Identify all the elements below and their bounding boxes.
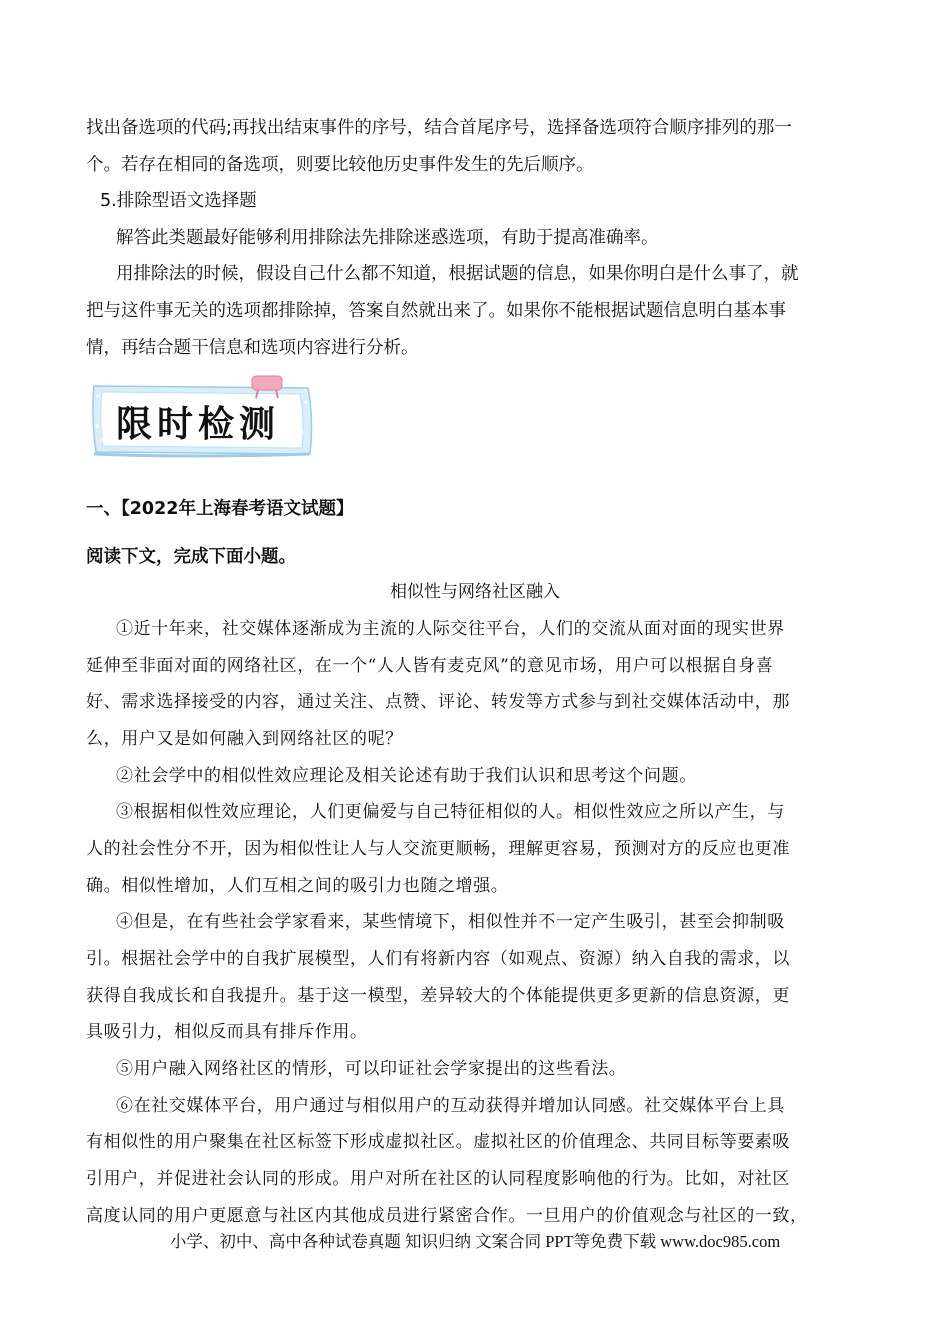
article-p6-line-2: 有相似性的用户聚集在社区标签下形成虚拟社区。虚拟社区的价值理念、共同目标等要素吸 — [86, 1132, 790, 1152]
article-p4-line-4: 具吸引力，相似反而具有排斥作用。 — [86, 1022, 368, 1042]
article-p6-line-4: 高度认同的用户更愿意与社区内其他成员进行紧密合作。一旦用户的价值观念与社区的一致， — [86, 1206, 808, 1226]
article-p4-line-1: ④但是，在有些社会学家看来，某些情境下，相似性并不一定产生吸引，甚至会抑制吸 — [116, 912, 785, 932]
article-p2-line-1: ②社会学中的相似性效应理论及相关论述有助于我们认识和思考这个问题。 — [116, 766, 697, 786]
article-p1-line-4: 么，用户又是如何融入到网络社区的呢？ — [86, 729, 403, 749]
question-heading: 一、【2022年上海春考语文试题】 — [86, 499, 354, 519]
article-p4-line-3: 获得自我成长和自我提升。基于这一模型，差异较大的个体能提供更多更新的信息资源，更 — [86, 986, 790, 1006]
reading-instruction: 阅读下文，完成下面小题。 — [86, 547, 296, 567]
intro-line-2: 个。若存在相同的备选项，则要比较他历史事件发生的先后顺序。 — [86, 155, 594, 175]
timed-test-label: 限时检测 — [116, 404, 281, 445]
page-footer: 小学、初中、高中各种试卷真题 知识归纳 文案合同 PPT等免费下载 www.doc985.com — [169, 1232, 781, 1251]
article-p3-line-3: 确。相似性增加，人们互相之间的吸引力也随之增强。 — [86, 876, 509, 896]
article-p4-line-2: 引。根据社会学中的自我扩展模型，人们有将新内容（如观点、资源）纳入自我的需求，以 — [86, 949, 790, 969]
intro-paragraph-2-line-1: 用排除法的时候，假设自己什么都不知道，根据试题的信息，如果你明白是什么事了，就 — [116, 264, 799, 284]
article-title: 相似性与网络社区融入 — [390, 582, 560, 602]
intro-line-1: 找出备选项的代码;再找出结束事件的序号，结合首尾序号，选择备选项符合顺序排列的那一 — [86, 118, 792, 138]
article-p6-line-1: ⑥在社交媒体平台，用户通过与相似用户的互动获得并增加认同感。社交媒体平台上具 — [116, 1096, 785, 1116]
intro-paragraph-2-line-2: 把与这件事无关的选项都排除掉，答案自然就出来了。如果你不能根据试题信息明白基本事 — [86, 301, 786, 321]
article-p1-line-2: 延伸至非面对面的网络社区，在一个“人人皆有麦克风”的意见市场，用户可以根据自身喜 — [86, 656, 774, 676]
article-p6-line-3: 引用户，并促进社会认同的形成。用户对所在社区的认同程度影响他的行为。比如，对社区 — [86, 1169, 790, 1189]
intro-paragraph-2-line-3: 情，再结合题干信息和选项内容进行分析。 — [86, 338, 419, 358]
intro-paragraph-1: 解答此类题最好能够利用排除法先排除迷惑选项，有助于提高准确率。 — [116, 228, 659, 248]
article-p1-line-3: 好、需求选择接受的内容，通过关注、点赞、评论、转发等方式参与到社交媒体活动中，那 — [86, 692, 790, 712]
article-p3-line-1: ③根据相似性效应理论，人们更偏爱与自己特征相似的人。相似性效应之所以产生，与 — [116, 802, 785, 822]
article-p3-line-2: 人的社会性分不开，因为相似性让人与人交流更顺畅，理解更容易，预测对方的反应也更准 — [86, 839, 790, 859]
section-heading-5: 5.排除型语文选择题 — [100, 191, 257, 211]
article-p5-line-1: ⑤用户融入网络社区的情形，可以印证社会学家提出的这些看法。 — [116, 1059, 627, 1079]
article-p1-line-1: ①近十年来，社交媒体逐渐成为主流的人际交往平台，人们的交流从面对面的现实世界 — [116, 619, 785, 639]
